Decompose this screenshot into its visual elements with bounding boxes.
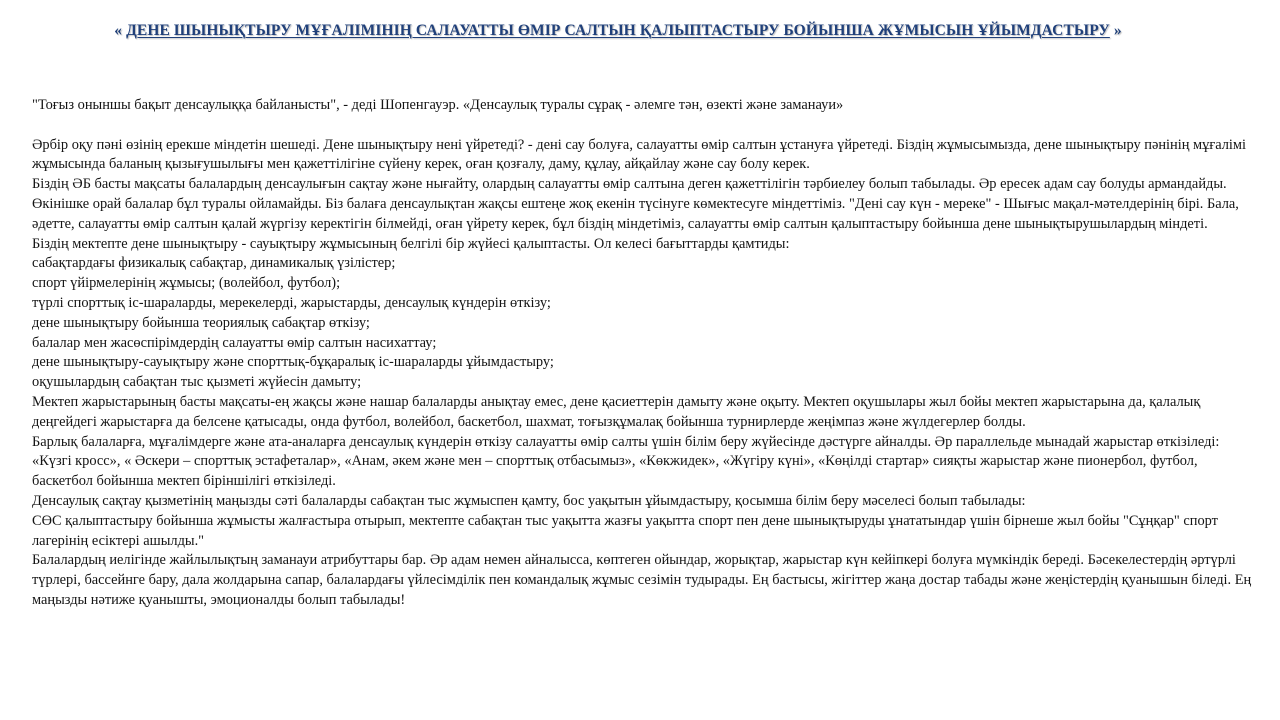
paragraph: Денсаулық сақтау қызметінің маңызды сәті балаларды сабақтан тыс жұмыспен қамту, бос уақытын ұйымдастыру, қосымша білім беру мәселесі болып табылады: bbox=[32, 492, 1026, 509]
list-item: түрлі спорттық іс-шараларды, мерекелерді, жарыстарды, денсаулық күндерін өткізу; bbox=[32, 294, 551, 311]
body-text bbox=[32, 96, 1260, 611]
paragraph: Әрбір оқу пәні өзінің ерекше міндетін шешеді. Дене шынықтыру нені үйретеді? - дені сау болуға, салауатты өмір салтын ұстануға үйретеді. Біздің жұмысымызда, дене шынықтыру пәнінің мұғалімі жұмысында баланың қызығушылығы мен қажеттілігіне сүйену керек, оған қозғалу, даму, құлау, айқайлау және сау болу керек. bbox=[32, 136, 1247, 173]
list-item: дене шынықтыру-сауықтыру және спорттық-бұқаралық іс-шараларды ұйымдастыру; bbox=[32, 354, 554, 371]
title-text: ДЕНЕ ШЫНЫҚТЫРУ МҰҒАЛІМІНІҢ САЛАУАТТЫ ӨМІР САЛТЫН ҚАЛЫПТАСТЫРУ БОЙЫНША ЖҰМЫСЫН ҰЙЫМДАСТЫРУ bbox=[126, 22, 1110, 39]
paragraph: Мектеп жарыстарының басты мақсаты-ең жақсы және нашар балаларды анықтау емес, дене қасиеттерін дамыту және оқыту. Мектеп оқушылары жыл бойы мектеп жарыстарына да, қалалық деңгейдегі жарыстарға да белсене қатысады, онда футбол, волейбол, баскетбол, шахмат, тоғызқұмалақ бойынша турнирлерде жеңімпаз және жүлдегерлер болды. bbox=[32, 393, 1201, 430]
list-item: спорт үйірмелерінің жұмысы; (волейбол, футбол); bbox=[32, 275, 341, 292]
slide-title bbox=[0, 22, 1236, 40]
blank-line bbox=[32, 116, 1260, 136]
list-item: сабақтардағы физикалық сабақтар, динамикалық үзілістер; bbox=[32, 255, 396, 272]
paragraph: Балалардың иелігінде жайлылықтың заманауи атрибуттары бар. Әр адам немен айналысса, көптеген ойындар, жорықтар, жарыстар күн кейіпкері болуға мүмкіндік береді. Бәсекелестердің әртүрлі түрлері, бассейнге бару, дала жолдарына сапар, балалардағы үйлесімділік пен командалық жұмыс сезімін тудырады. Ең бастысы, жігіттер жаңа достар табады және жеңістердің қуанышын біледі. Ең маңызды нәтиже қуанышты, эмоционалды болып табылады! bbox=[32, 552, 1252, 608]
list-item: дене шынықтыру бойынша теориялық сабақтар өткізу; bbox=[32, 314, 370, 331]
paragraph: Барлық балаларға, мұғалімдерге және ата-аналарға денсаулық күндерін өткізу салауатты өмір салты үшін білім беру жүйесінде дәстүрге айналды. Әр параллельде мынадай жарыстар өткізіледі: «Күзгі кросс», « Әскери – спорттық эстафеталар», «Анам, әкем және мен – спорттық отбасымыз», «Көкжидек», «Жүгіру күні», «Көңілді стартар» сияқты жарыстар және пионербол, футбол, баскетбол бойынша мектеп біріншілігі өткізіледі. bbox=[32, 433, 1220, 490]
title-open-quote: « bbox=[114, 22, 123, 39]
paragraph: Біздің ӘБ басты мақсаты балалардың денсаулығын сақтау және нығайту, олардың салауатты өмір салтына деген қажеттілігін тәрбиелеу болып табылады. Әр ересек адам сау болуды армандайды. Өкінішке орай балалар бұл туралы ойламайды. Біз балаға денсаулықтан жақсы ештеңе жоқ екенін түсінуге көмектесуге міндеттіміз. "Дені сау күн - мереке" - Шығыс мақал-мәтелдерінің бірі. Бала, әдетте, салауатты өмір салтын қалай жүргізу керектігін білмейді, оған үйрету керек, бұл біздің міндетіміз, салауатты өмір салтын қалыптастыру бойынша дене шынықтырушылардың міндеті. bbox=[32, 176, 1239, 232]
paragraph: СӨС қалыптастыру бойынша жұмысты жалғастыра отырып, мектепте сабақтан тыс уақытта жазғы уақытта спорт пен дене шынықтыруды ұнататындар үшін бірнеше жыл бойы "Сұңқар" спорт лагерінің есіктері ашылды." bbox=[32, 512, 1218, 549]
intro-quote: "Тоғыз оныншы бақыт денсаулыққа байланысты", - деді Шопенгауэр. «Денсаулық туралы сұрақ - әлемге тән, өзекті және заманауи» bbox=[32, 97, 844, 113]
list-item: оқушылардың сабақтан тыс қызметі жүйесін дамыту; bbox=[32, 374, 362, 391]
title-close-quote: » bbox=[1113, 22, 1122, 39]
list-item: балалар мен жасөспірімдердің салауатты өмір салтын насихаттау; bbox=[32, 334, 437, 351]
paragraph: Біздің мектепте дене шынықтыру - сауықтыру жұмысының белгілі бір жүйесі қалыптасты. Ол келесі бағыттарды қамтиды: bbox=[32, 235, 790, 252]
